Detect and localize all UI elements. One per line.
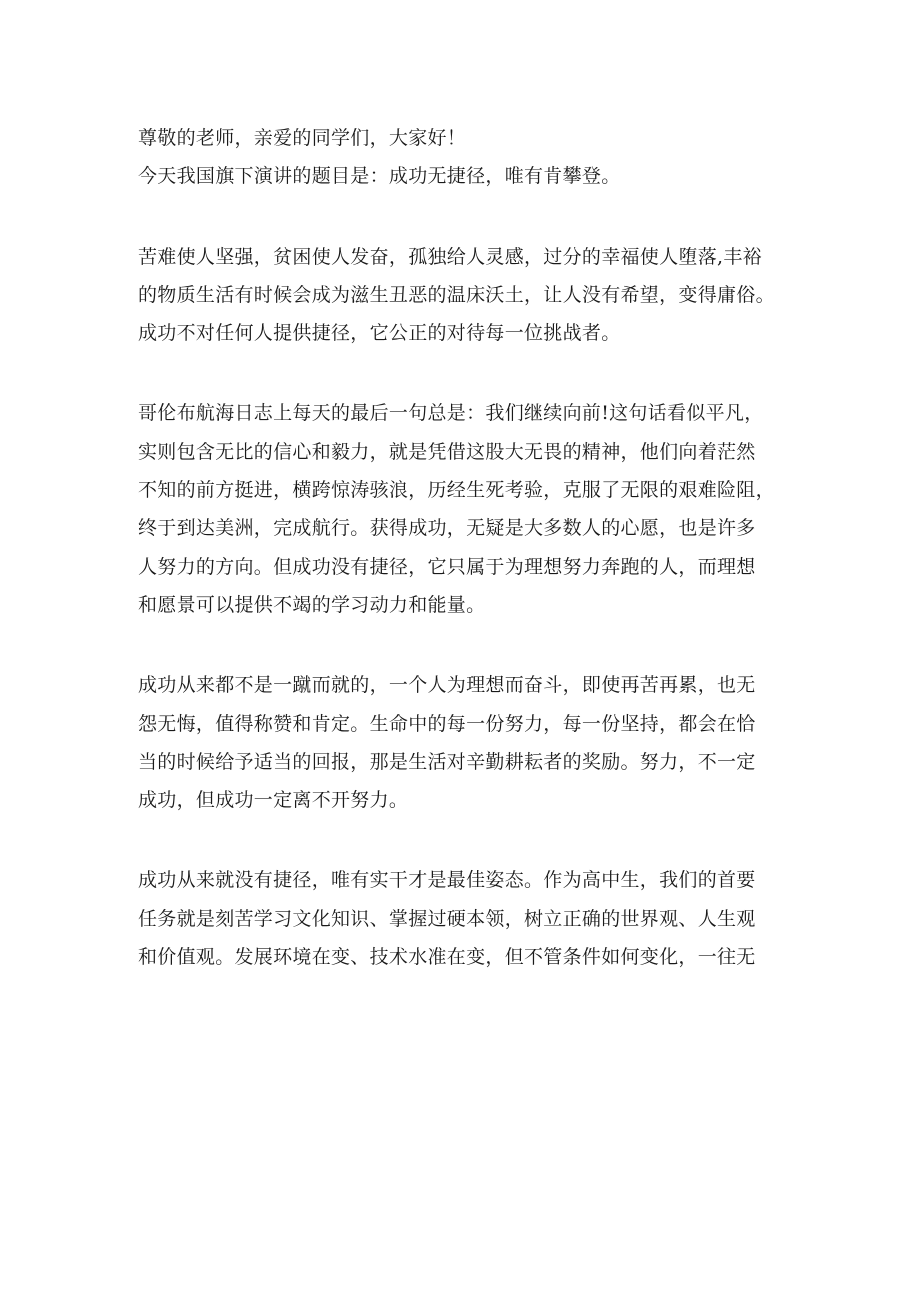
text-line: 任务就是刻苦学习文化知识、掌握过硬本领，树立正确的世界观、人生观 [138, 907, 756, 930]
text-line: 终于到达美洲，完成航行。获得成功，无疑是大多数人的心愿，也是许多 [138, 517, 756, 540]
text-line: 哥伦布航海日志上每天的最后一句总是：我们继续向前!这句话看似平凡， [138, 402, 764, 425]
paragraph-2 [138, 394, 798, 624]
text-line: 苦难使人坚强，贫困使人发奋，孤独给人灵感，过分的幸福使人堕落,丰裕 [138, 245, 762, 268]
speech-text [138, 119, 798, 976]
text-line: 和愿景可以提供不竭的学习动力和能量。 [138, 593, 486, 616]
text-line: 人努力的方向。但成功没有捷径，它只属于为理想努力奔跑的人，而理想 [138, 555, 756, 578]
text-line: 实则包含无比的信心和毅力，就是凭借这股大无畏的精神，他们向着茫然 [138, 440, 756, 463]
text-line: 怨无悔，值得称赞和肯定。生命中的每一份努力，每一份坚持，都会在恰 [138, 712, 756, 735]
paragraph-3 [138, 666, 798, 819]
text-line: 和价值观。发展环境在变、技术水准在变，但不管条件如何变化，一往无 [138, 946, 756, 969]
text-line: 成功从来都不是一蹴而就的，一个人为理想而奋斗，即使再苦再累，也无 [138, 674, 756, 697]
paragraph-4 [138, 861, 798, 976]
paragraph-1 [138, 238, 798, 353]
text-line: 成功从来就没有捷径，唯有实干才是最佳姿态。作为高中生，我们的首要 [138, 869, 756, 892]
speech-title-line: 今天我国旗下演讲的题目是：成功无捷径，唯有肯攀登。 [138, 165, 621, 188]
paragraph-greeting [138, 119, 798, 196]
text-line: 尊敬的老师，亲爱的同学们，大家好！ [138, 127, 467, 149]
text-line: 成功，但成功一定离不开努力。 [138, 789, 409, 812]
text-line: 不知的前方挺进，横跨惊涛骇浪，历经生死考验，克服了无限的艰难险阻， [138, 479, 775, 502]
text-line: 的物质生活有时候会成为滋生丑恶的温床沃土，让人没有希望，变得庸俗。 [138, 283, 775, 306]
text-line: 成功不对任何人提供捷径，它公正的对待每一位挑战者。 [138, 322, 621, 345]
text-line: 当的时候给予适当的回报，那是生活对辛勤耕耘者的奖励。努力，不一定 [138, 750, 756, 773]
